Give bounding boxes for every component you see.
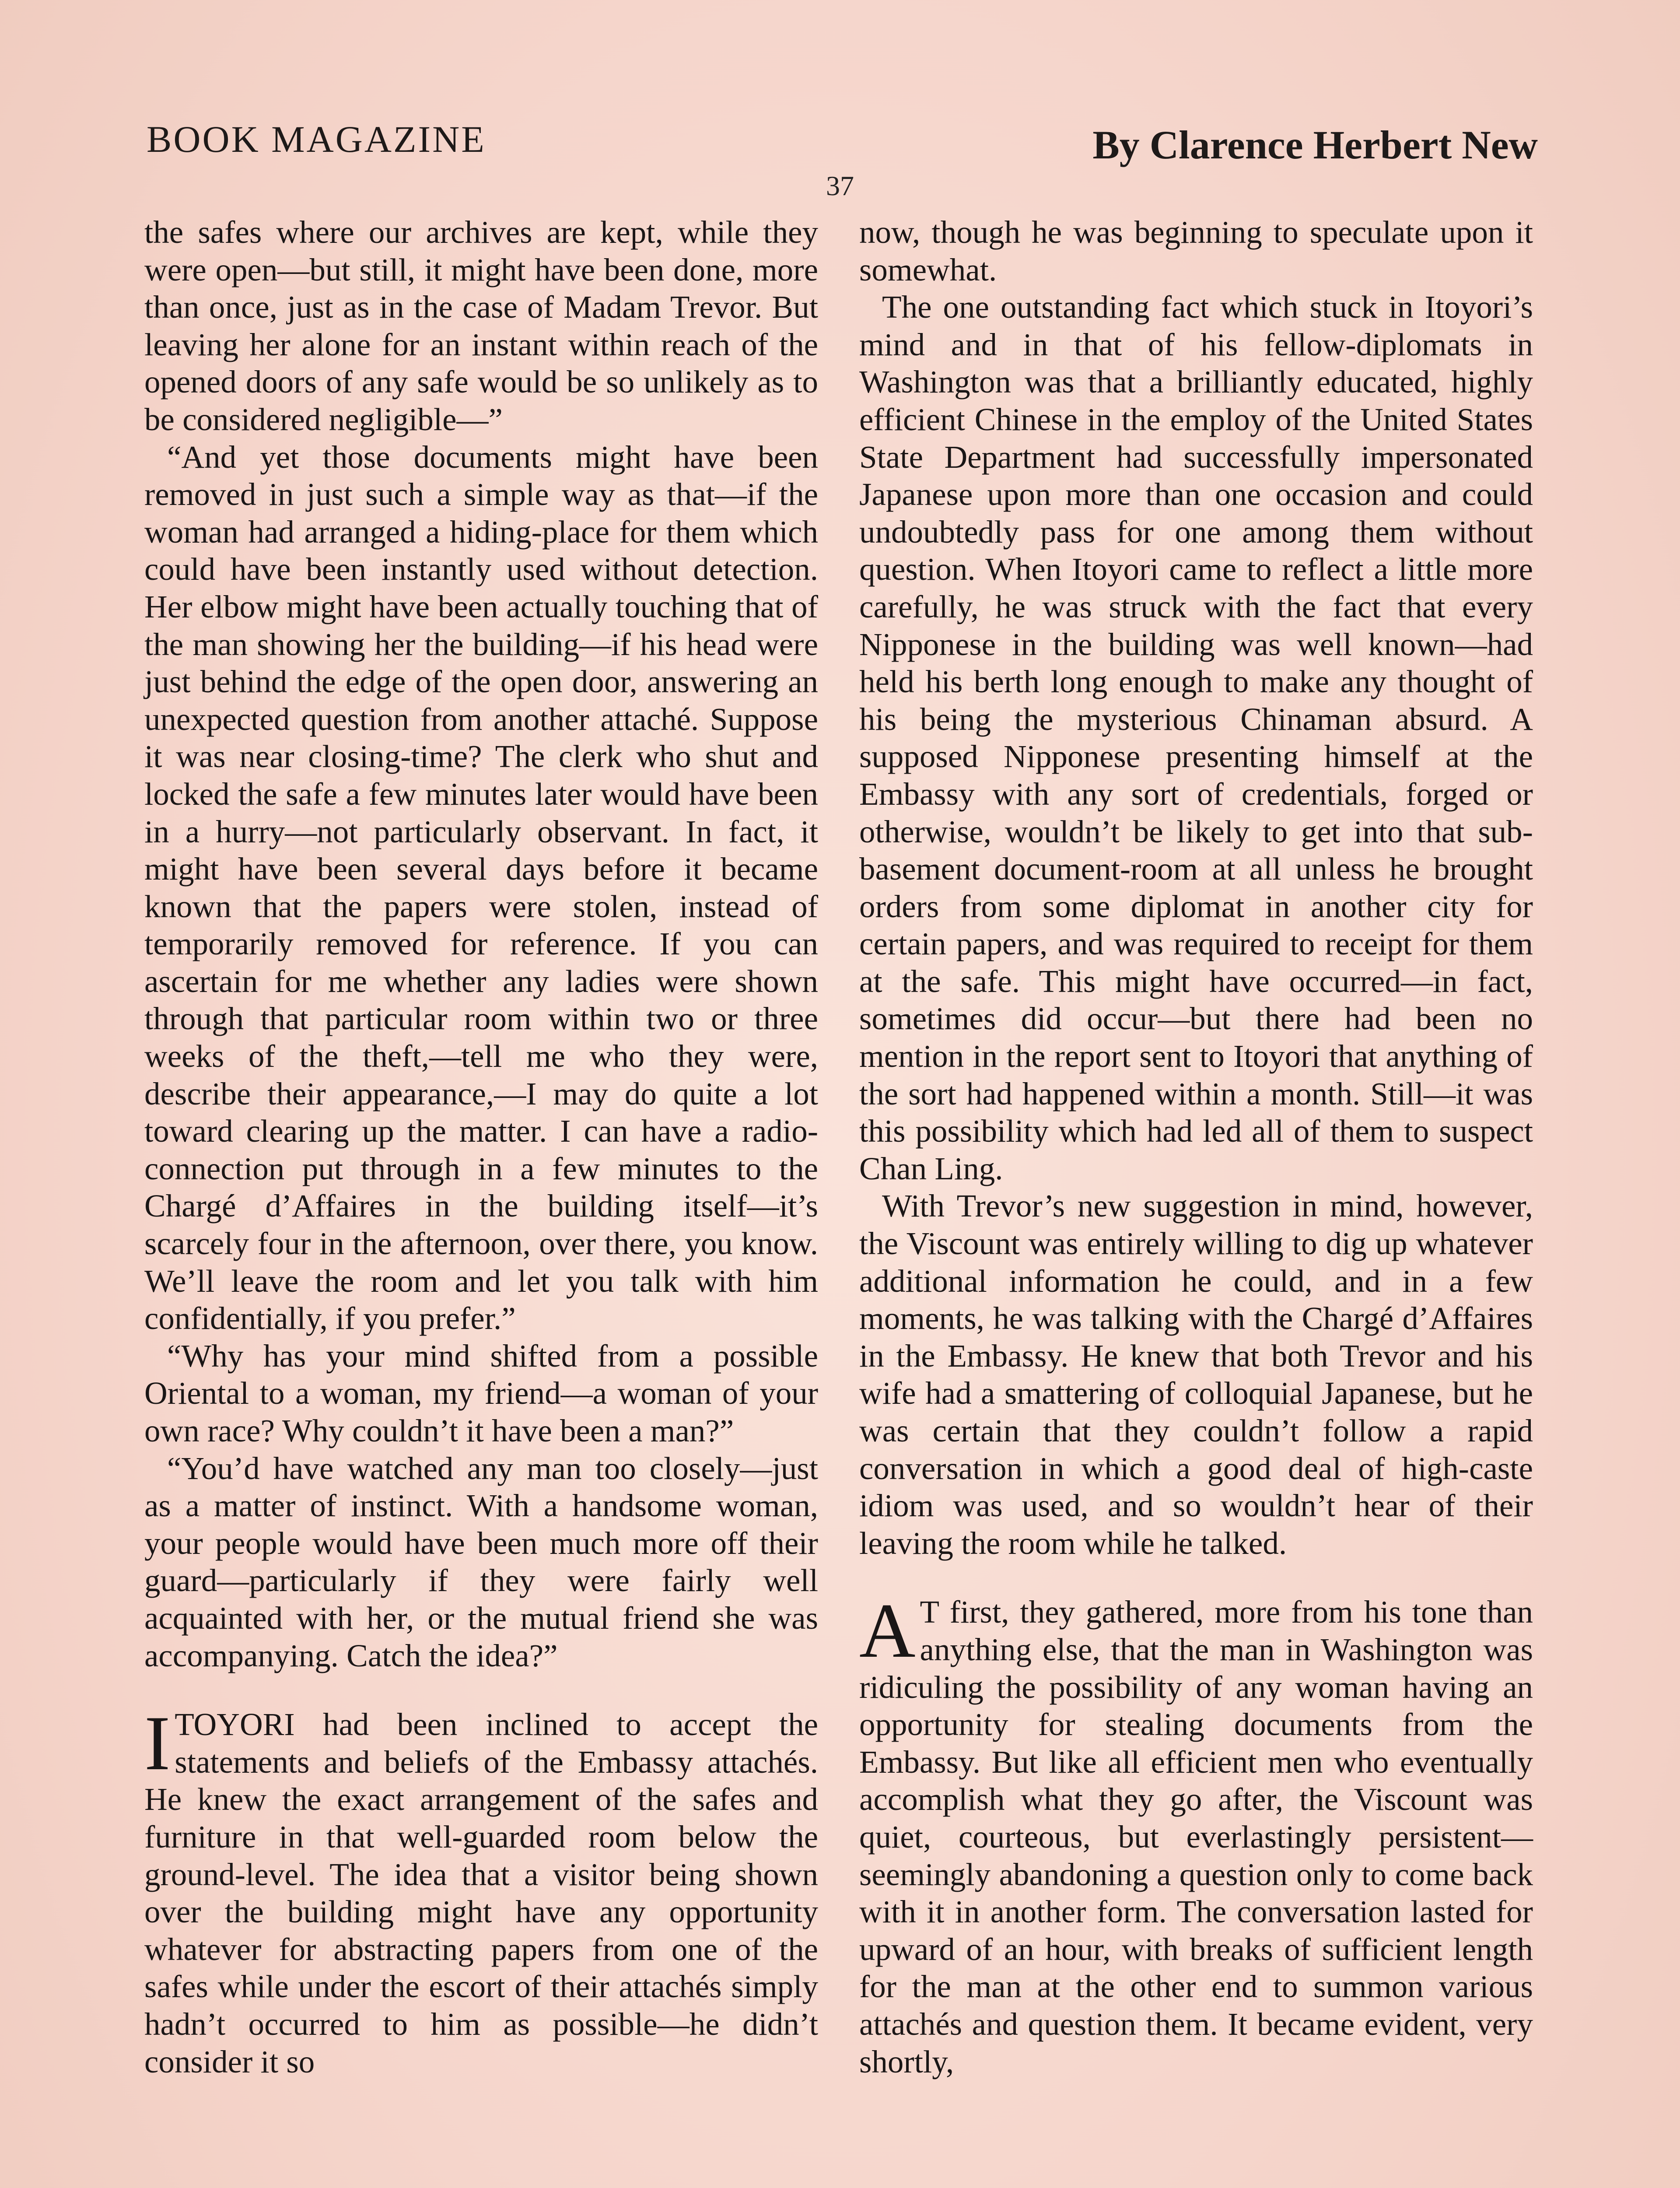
paragraph-text: T first, they gathered, more from his tone than anything else, that the man in Washington was ridiculing the possibility of any woman having an opportunity for stealing documents from the Embassy. But like all efficient men who eventually accomplish what they go after, the Viscount was quiet, courteous, but everlastingly persistent—seemingly abandoning a question only to come back with it in another form. The conversation lasted for upward of an hour, with breaks of sufficient length for the man at the other end to summon various attachés and question them. It became evident, very shortly, (859, 1594, 1533, 2079)
page-number: 37 (826, 170, 854, 201)
magazine-title: BOOK MAGAZINE (147, 118, 486, 160)
paragraph: “You’d have watched any man too closely—just as a matter of instinct. With a handsome woman, your people would have been much more off their guard—particularly if they were fairly well acquainted with her, or the mutual friend she was accompanying. Catch the idea?” (144, 1450, 818, 1673)
paragraph: The one outstanding fact which stuck in Itoyori’s mind and in that of his fellow-diplomats in Washington was that a brilliantly educated, highly efficient Chinese in the employ of the United States State Department had successfully impersonated Japanese upon more than one occasion and could undoubtedly pass for one among them without question. When Itoyori came to reflect a little more carefully, he was struck with the fact that every Nipponese in the building was well known—had held his berth long enough to make any thought of his being the mysterious Chinaman absurd. A supposed Nipponese presenting himself at the Embassy with any sort of credentials, forged or otherwise, wouldn’t be likely to get into that sub-basement document-room at all unless he brought orders from some diplomat in another city for certain papers, and was required to receipt for them at the safe. This might have occurred—in fact, sometimes did occur—but there had been no mention in the report sent to Itoyori that anything of the sort had happened within a month. Still—it was this possibility which had led all of them to suspect Chan Ling. (859, 289, 1533, 1186)
section-break (144, 1674, 818, 1706)
drop-cap: I (144, 1700, 171, 1787)
paragraph: “Why has your mind shifted from a possible Oriental to a woman, my friend—a woman of your own race? Why couldn’t it have been a man?” (144, 1338, 818, 1448)
paragraph: the safes where our archives are kept, while they were open—but still, it might have been done, more than once, just as in the case of Madam Trevor. But leaving her alone for an instant within reach of the opened doors of any safe would be so unlikely as to be considered negligible—” (144, 214, 818, 437)
left-column (144, 214, 818, 2080)
paragraph: “And yet those documents might have been removed in just such a simple way as that—if the woman had arranged a hiding-place for them which could have been instantly used without detection. Her elbow might have been actually touching that of the man showing her the building—if his head were just behind the edge of the open door, answering an unexpected question from another attaché. Suppose it was near closing-time? The clerk who shut and locked the safe a few minutes later would have been in a hurry—not particularly observant. In fact, it might have been several days before it became known that the papers were stolen, instead of temporarily removed for reference. If you can ascertain for me whether any ladies were shown through that particular room within two or three weeks of the theft,—tell me who they were, describe their appearance,—I may do quite a lot toward clearing up the matter. I can have a radio-connection put through in a few minutes to the Chargé d’Affaires in the building itself—it’s scarcely four in the afternoon, over there, you know. We’ll leave the room and let you talk with him confidentially, if you prefer.” (144, 439, 818, 1336)
paragraph-text: TOYORI had been inclined to accept the statements and beliefs of the Embassy attachés. He knew the exact arrangement of the safes and furniture in that well-guarded room below the ground-level. The idea that a visitor being shown over the building might have any opportunity whatever for abstracting papers from one of the safes while under the escort of their attachés simply hadn’t occurred to him as possible—he didn’t consider it so (144, 1707, 818, 2079)
paragraph: now, though he was beginning to speculate upon it somewhat. (859, 214, 1533, 288)
right-column (859, 214, 1533, 2080)
paragraph: With Trevor’s new suggestion in mind, however, the Viscount was entirely willing to dig up whatever additional information he could, and in a few moments, he was talking with the Chargé d’Affaires in the Embassy. He knew that both Trevor and his wife had a smattering of colloquial Japanese, but he was certain that they couldn’t follow a rapid conversation in which a good deal of high-caste idiom was used, and so wouldn’t hear of their leaving the room while he talked. (859, 1188, 1533, 1561)
section-opening-paragraph (144, 1700, 818, 2080)
drop-cap: A (859, 1587, 916, 1674)
section-opening-paragraph (859, 1587, 1533, 2080)
author-byline: By Clarence Herbert New (1092, 123, 1538, 167)
section-break (859, 1562, 1533, 1593)
